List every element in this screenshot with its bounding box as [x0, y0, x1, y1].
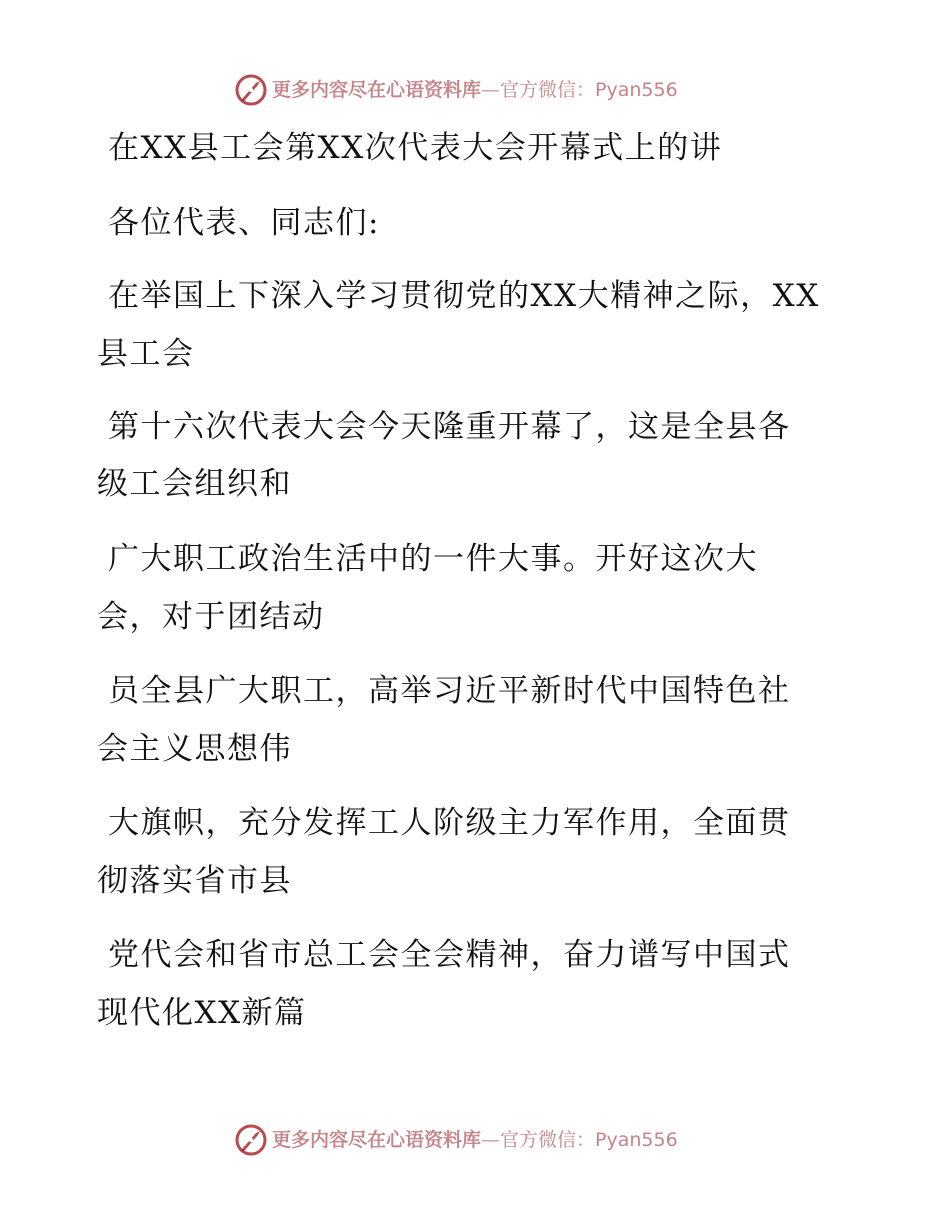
footer-wechat-label: 官方微信： — [500, 1129, 596, 1151]
header-site-name: 更多内容尽在心语资料库 — [272, 79, 482, 101]
document-line: 县工会 — [97, 336, 195, 372]
footer-wechat-id: Pyan556 — [595, 1129, 678, 1151]
header-banner-text — [272, 72, 678, 108]
document-line: 员全县广大职工，高举习近平新时代中国特色社 — [108, 673, 791, 709]
document-line: 会主义思想伟 — [97, 731, 292, 767]
document-line: 彻落实省市县 — [97, 863, 292, 899]
document-line: 第十六次代表大会今天隆重开幕了，这是全县各 — [108, 409, 791, 445]
header-wechat-id: Pyan556 — [595, 79, 678, 101]
header-banner — [234, 72, 678, 108]
document-line: 广大职工政治生活中的一件大事。开好这次大 — [108, 541, 758, 577]
document-line: 会，对于团结动 — [97, 599, 325, 635]
document-title: 在XX县工会第XX次代表大会开幕式上的讲 — [108, 130, 723, 166]
quill-pen-logo-icon — [234, 73, 268, 107]
document-line: 党代会和省市总工会全会精神，奋力谱写中国式 — [108, 937, 791, 973]
footer-banner-text — [272, 1122, 678, 1158]
quill-pen-logo-icon — [234, 1123, 268, 1157]
document-line: 各位代表、同志们: — [108, 205, 380, 241]
document-line: 现代化XX新篇 — [97, 995, 307, 1031]
document-line: 在举国上下深入学习贯彻党的XX大精神之际，XX — [108, 278, 820, 314]
header-separator: — — [481, 79, 501, 101]
header-wechat-label: 官方微信： — [500, 79, 596, 101]
footer-site-name: 更多内容尽在心语资料库 — [272, 1129, 482, 1151]
footer-banner — [234, 1122, 678, 1158]
document-line: 级工会组织和 — [97, 466, 292, 502]
document-line: 大旗帜，充分发挥工人阶级主力军作用，全面贯 — [108, 805, 791, 841]
footer-separator: — — [481, 1129, 501, 1151]
